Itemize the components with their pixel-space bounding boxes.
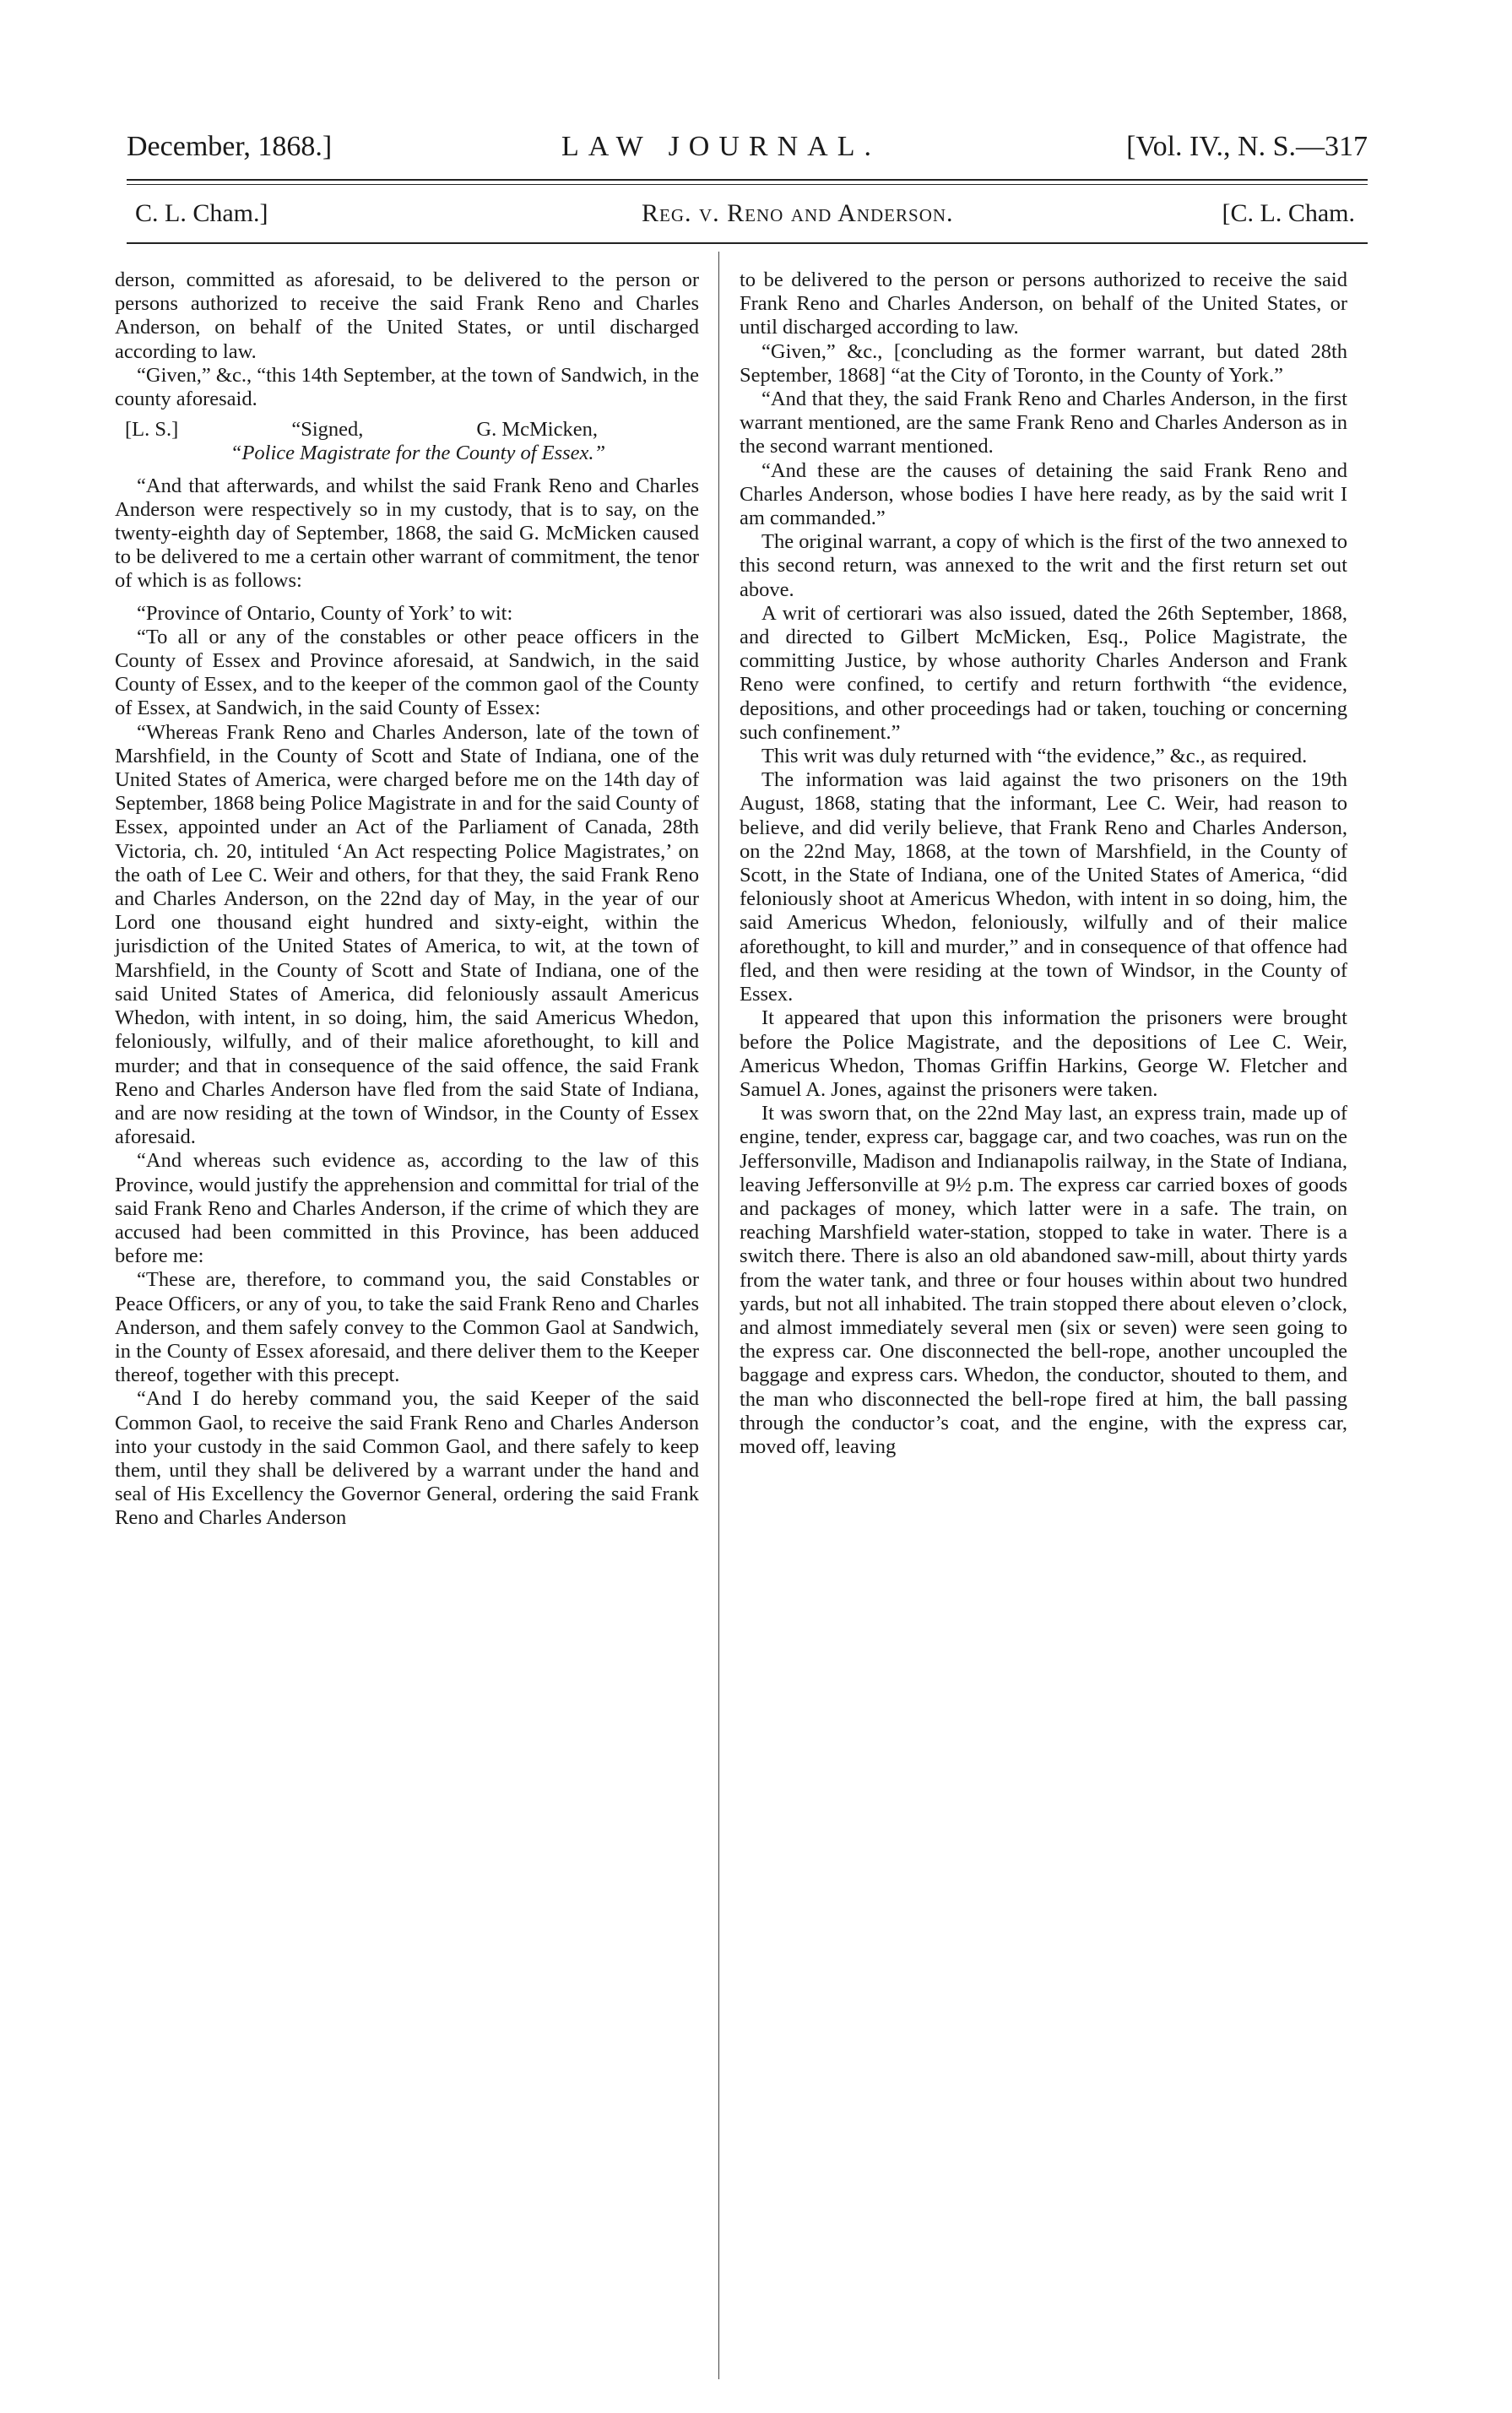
paragraph: “And that they, the said Frank Reno and Charles Anderson, in the first warrant mentioned, are the same Frank Reno and Charles Anderson as in the second warrant mentioned. (740, 388, 1347, 458)
paragraph: “And whereas such evidence as, according to the law of this Province, would justify the apprehension and committal for trial of the said Frank Reno and Charles Anderson, if the crime of which they are accused had been committed in this Province, has been adduced before me: (115, 1149, 699, 1268)
paragraph: “Given,” &c., “this 14th September, at the town of Sandwich, in the county aforesaid. (115, 363, 699, 411)
volume-page-number: [Vol. IV., N. S.—317 (1126, 131, 1368, 162)
court-label-right: [C. L. Cham. (1222, 199, 1355, 227)
paragraph: to be delivered to the person or persons authorized to receive the said Frank Reno and Charles Anderson, on behalf of the United States, or until discharged according to law. (740, 268, 1347, 339)
paragraph: This writ was duly returned with “the evidence,” &c., as required. (761, 745, 1308, 768)
signed-label: “Signed, (291, 418, 364, 442)
paragraph: “Given,” &c., [concluding as the former warrant, but dated 28th September, 1868] “at the City of Toronto, in the County of York.” (740, 339, 1347, 387)
header-rule-thin (127, 184, 1368, 185)
signer-name: G. McMicken, (476, 418, 598, 442)
seal-mark: [L. S.] (125, 418, 179, 442)
paragraph: It appeared that upon this information the prisoners were brought before the Police Magistrate, and the depositions of Lee C. Weir, Americus Whedon, Thomas Griffin Harkins, George W. Fletcher and Samuel A. Jones, against the prisoners were taken. (740, 1006, 1347, 1101)
right-column (740, 268, 1347, 1459)
column-divider (718, 252, 719, 2379)
signer-title: “Police Magistrate for the County of Essex.” (230, 442, 606, 465)
paragraph: It was sworn that, on the 22nd May last, an express train, made up of engine, tender, express car, baggage car, and two coaches, was run on the Jeffersonville, Madison and Indianapolis railway, in the State of Indiana, leaving Jeffersonville at 9½ p.m. The express car carried boxes of goods and packages of money, which latter were in a safe. The train, on reaching Marshfield water-station, stopped to take in water. There is a switch there. There is also an old abandoned saw-mill, about thirty yards from the water tank, and three or four houses within about two hundred yards, but not all inhabited. The train stopped there about eleven o’clock, and almost immediately several men (six or seven) were seen going to the express car. One disconnected the bell-rope, another uncoupled the baggage and express cars. Whedon, the conductor, shouted to them, and the man who disconnected the bell-rope fired at him, the ball passing through the conductor’s coat, and the engine, with the express car, moved off, leaving (740, 1102, 1347, 1458)
paragraph: “And that afterwards, and whilst the said Frank Reno and Charles Anderson were respectively so in my custody, that is to say, on the twenty-eighth day of September, 1868, the said G. McMicken caused to be delivered to me a certain other warrant of commitment, the tenor of which is as follows: (115, 474, 699, 593)
case-head-rule (127, 242, 1368, 244)
paragraph: “These are, therefore, to command you, the said Constables or Peace Officers, or any of you, to take the said Frank Reno and Charles Anderson, and them safely convey to the Common Gaol at Sandwich, in the County of Essex aforesaid, and there deliver them to the Keeper thereof, together with this precept. (115, 1268, 699, 1387)
left-column (115, 268, 699, 1531)
signature-line (125, 418, 598, 442)
running-head (127, 131, 1368, 173)
court-label-left: C. L. Cham.] (135, 199, 268, 227)
journal-title: LAW JOURNAL. (561, 131, 881, 162)
paragraph: “And these are the causes of detaining the said Frank Reno and Charles Anderson, whose bodies I have here ready, as by the said writ I am commanded.” (740, 458, 1347, 530)
paragraph: “Whereas Frank Reno and Charles Anderson, late of the town of Marshfield, in the County of Scott and State of Indiana, one of the United States of America, were charged before me on the 14th day of September, 1868 being Police Magistrate in and for the said County of Essex, appointed under an Act of the Parliament of Canada, 28th Victoria, ch. 20, intituled ‘An Act respecting Police Magistrates,’ on the oath of Lee C. Weir and others, for that they, the said Frank Reno and Charles Anderson, on the 22nd day of May, in the year of our Lord one thousand eight hundred and sixty-eight, within the jurisdiction of the United States of America, to wit, at the town of Marshfield, in the County of Scott and State of Indiana, one of the said United States of America, did feloniously assault Americus Whedon, with intent, in so doing, him, the said Americus Whedon, feloniously, wilfully, and of their malice aforethought, to kill and murder; and that in consequence of the said offence, the said Frank Reno and Charles Anderson have fled from the said State of Indiana, and are now residing at the town of Windsor, in the County of Essex aforesaid. (115, 720, 699, 1149)
paragraph: The information was laid against the two prisoners on the 19th August, 1868, stating that the informant, Lee C. Weir, had reason to believe, and did verily believe, that Frank Reno and Charles Anderson, on the 22nd May, 1868, at the town of Marshfield, in the County of Scott, in the State of Indiana, one of the United States of America, “did feloniously shoot at Americus Whedon, with intent in so doing, him, the said Americus Whedon, feloniously, wilfully and of their malice aforethought, to kill and murder,” and in consequence of that offence had fled, and then were residing at the town of Windsor, in the County of Essex. (740, 768, 1347, 1006)
paragraph: derson, committed as aforesaid, to be delivered to the person or persons authorized to receive the said Frank Reno and Charles Anderson, on behalf of the United States, or until discharged according to law. (115, 268, 699, 363)
paragraph: “And I do hereby command you, the said Keeper of the said Common Gaol, to receive the said Frank Reno and Charles Anderson into your custody in the said Common Gaol, and there safely to keep them, until they shall be delivered by a warrant under the hand and seal of His Excellency the Governor General, ordering the said Frank Reno and Charles Anderson (115, 1387, 699, 1530)
paragraph: “Province of Ontario, County of York’ to wit: (137, 601, 513, 625)
paragraph: The original warrant, a copy of which is the first of the two annexed to this second return, was annexed to the writ and the first return set out above. (740, 530, 1347, 601)
header-rule-thick (127, 179, 1368, 181)
issue-date: December, 1868.] (127, 131, 333, 162)
paragraph: A writ of certiorari was also issued, dated the 26th September, 1868, and directed to Gilbert McMicken, Esq., Police Magistrate, the committing Justice, by whose authority Charles Anderson and Frank Reno were confined, to certify and return forthwith “the evidence, depositions, and other proceedings had or taken, touching or concerning such confinement.” (740, 601, 1347, 744)
case-title: Reg. v. Reno and Anderson. (642, 199, 954, 227)
paragraph: “To all or any of the constables or other peace officers in the County of Essex and Province aforesaid, at Sandwich, in the said County of Essex, and to the keeper of the common gaol of the County of Essex, at Sandwich, in the said County of Essex: (115, 625, 699, 720)
case-head (127, 199, 1368, 236)
